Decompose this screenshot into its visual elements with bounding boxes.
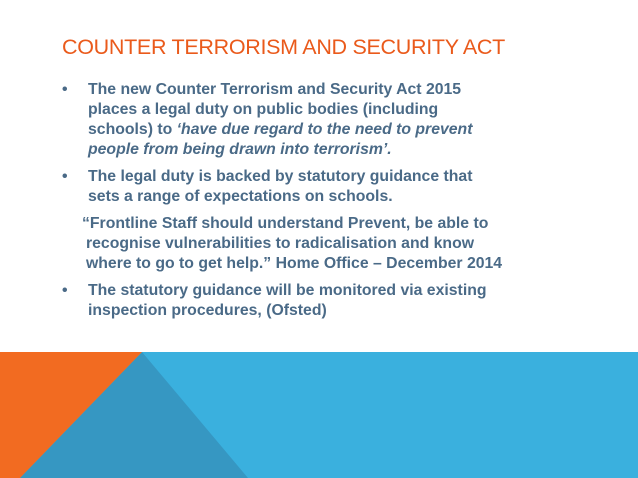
slide-title: COUNTER TERRORISM AND SECURITY ACT bbox=[62, 35, 505, 59]
bullet-3-line-1: The statutory guidance will be monitored via existing bbox=[88, 282, 487, 299]
bullet-1-line-3-italic: ‘have due regard to the need to prevent bbox=[176, 121, 473, 138]
footer-decoration bbox=[0, 352, 638, 478]
bullet-dot: • bbox=[62, 282, 68, 299]
slide-body bbox=[62, 80, 582, 328]
bullet-2-line-1: The legal duty is backed by statutory guidance that bbox=[88, 168, 473, 185]
quote-line-3: where to go to get help.” Home Office – December 2014 bbox=[86, 255, 503, 272]
bullet-1-line-3 bbox=[88, 120, 582, 140]
bullet-1-line-4 bbox=[88, 140, 582, 160]
bullet-item-2 bbox=[62, 167, 582, 207]
quote-line-2: recognise vulnerabilities to radicalisation and know bbox=[86, 235, 475, 252]
quote-block bbox=[62, 214, 582, 274]
bullet-dot: • bbox=[62, 168, 68, 185]
quote-line-1: “Frontline Staff should understand Prevent, be able to bbox=[82, 215, 489, 232]
bullet-1-line-2: places a legal duty on public bodies (including bbox=[88, 101, 439, 118]
bullet-item-3 bbox=[62, 281, 582, 321]
bullet-2-line-2: sets a range of expectations on schools. bbox=[88, 188, 393, 205]
bullet-1-line-1: The new Counter Terrorism and Security Act 2015 bbox=[88, 81, 462, 98]
bullet-1-line-4-italic: people from being drawn into terrorism’. bbox=[88, 141, 392, 158]
bullet-1-line-3-prefix: schools) to bbox=[88, 121, 177, 138]
bullet-item-1 bbox=[62, 80, 582, 160]
bullet-3-line-2: inspection procedures, (Ofsted) bbox=[88, 302, 327, 319]
bullet-dot: • bbox=[62, 81, 68, 98]
